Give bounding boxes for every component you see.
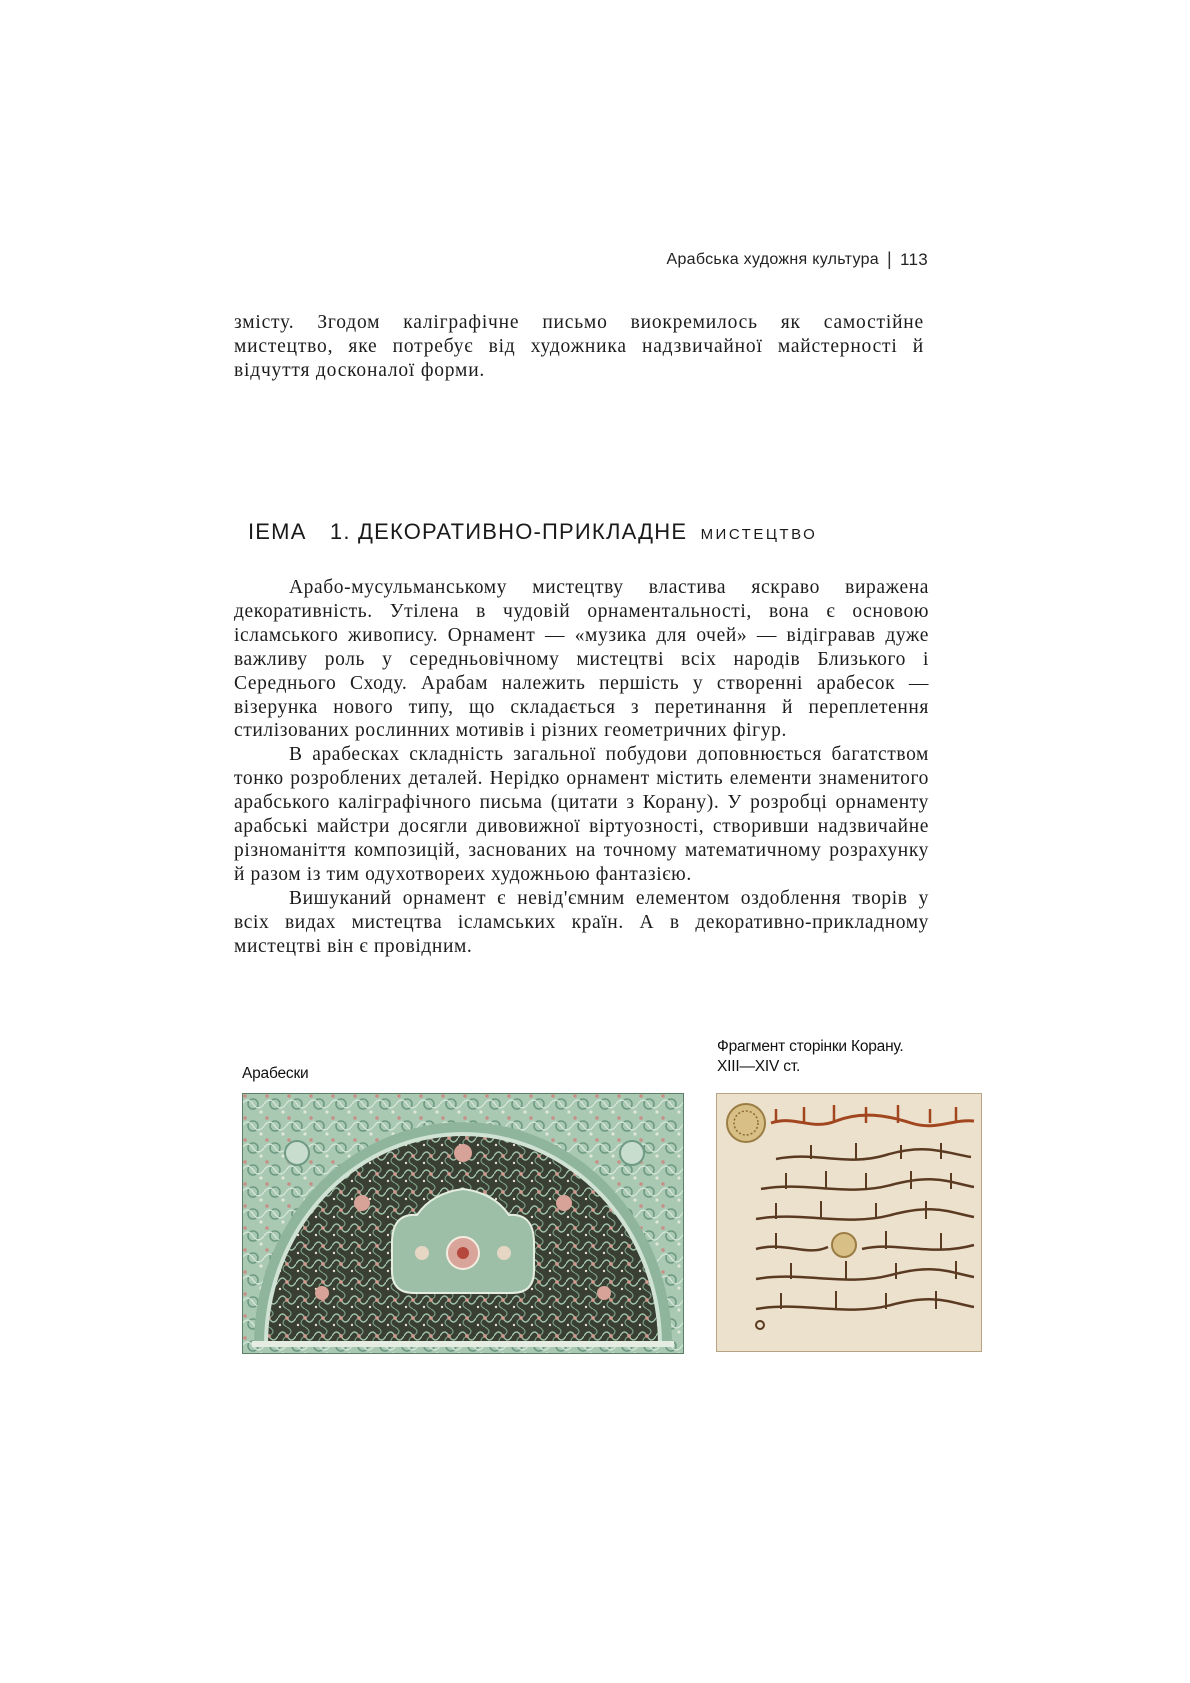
body-paragraph-2: В арабесках складність загальної побудови доповнюється багатством тонко розроблених деталей. Нерідко орнамент містить елементи знаменитого арабського каліграфічного письма (цитати з Корану). У розробці орнаменту арабські майстри досягли дивовижної віртуозності, створивши надзвичайне різноманіття композицій, заснованих на точному математичному розрахунку й разом із тим одухотвореих художньою фантазією.: [234, 744, 929, 885]
section-heading: [248, 519, 817, 545]
quran-page-image: [716, 1093, 982, 1352]
heading-label: ІЕМА: [248, 519, 307, 544]
heading-title-main: ДЕКОРАТИВНО-ПРИКЛАДНЕ: [357, 519, 688, 544]
arabesque-illustration: [242, 1093, 684, 1354]
body-paragraph-3: Вишуканий орнамент є невід'ємним елементом оздоблення творів у всіх видах мистецтва ісламських країн. А в декоративно-прикладному мистецтві він є провідним.: [234, 887, 929, 957]
body-paragraph-1: Арабо-мусульманському мистецтву властива яскраво виражена декоративність. Утілена в чудовій орнаментальності, вона є основою ісламського живопису. Орнамент — «музика для очей» — відігравав дуже важливу роль у середньовічному мистецтві всіх народів Близького і Середнього Сходу. Арабам належить першість у створенні арабесок — візерунка нового типу, що складається з перетинання й переплетення стилізованих рослинних мотивів і різних геометричних фігур.: [234, 577, 929, 742]
running-header: [666, 249, 928, 270]
caption-line-2: XIII—XIV ст.: [717, 1058, 801, 1075]
heading-title-small: МИСТЕЦТВО: [700, 526, 818, 543]
intro-paragraph: змісту. Згодом каліграфічне письмо виокремилось як самостійне мистецтво, яке потребує від художника надзвичайної майстерності й відчуття досконалої форми.: [234, 312, 924, 381]
heading-number: 1.: [329, 519, 351, 544]
figure-caption-arabesques: Арабески: [242, 1065, 309, 1082]
section-title: Арабська художня культура: [666, 250, 879, 268]
caption-line-1: Фрагмент сторінки Корану.: [717, 1038, 904, 1055]
quran-manuscript-illustration: [716, 1093, 982, 1352]
header-separator: |: [887, 249, 892, 269]
page-number: 113: [899, 249, 928, 269]
arabesque-image: [242, 1093, 684, 1354]
figure-caption-quran: [717, 1037, 947, 1077]
body-text: [234, 576, 929, 959]
